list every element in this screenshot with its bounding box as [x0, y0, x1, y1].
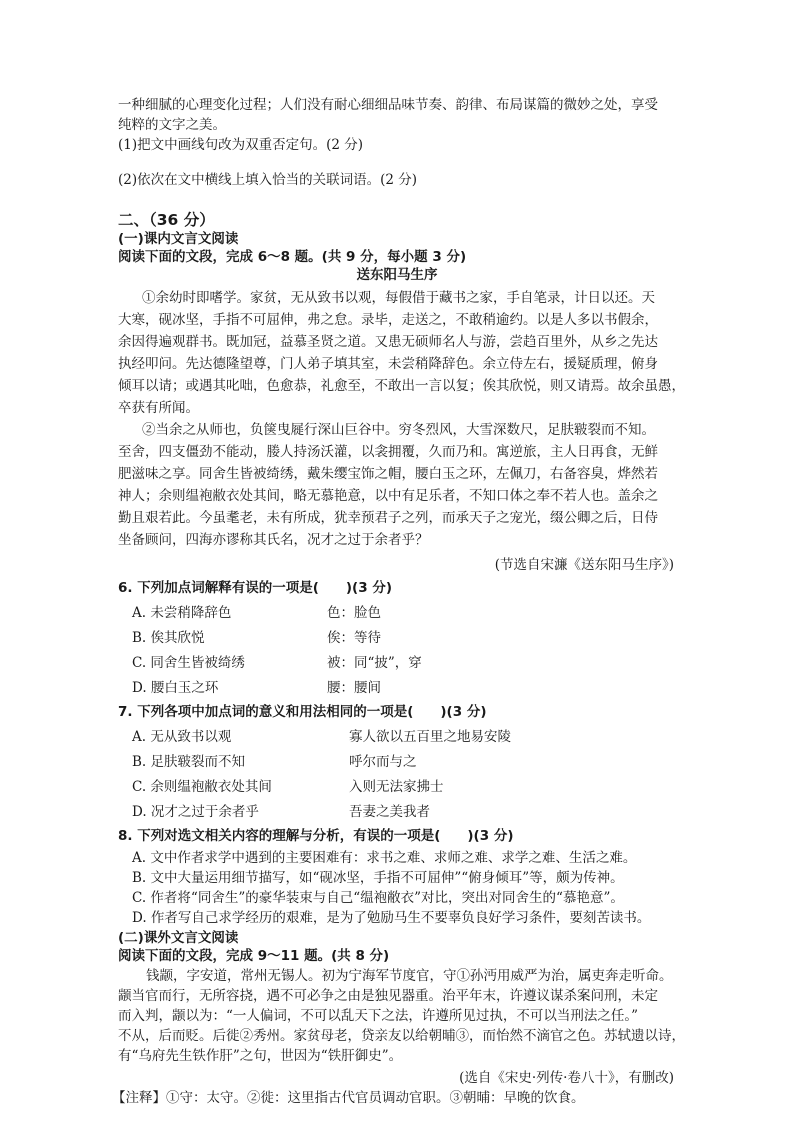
question-6-stem: 6. 下列加点词解释有误的一项是( )(3 分): [118, 580, 392, 596]
q6-option-d-gloss: 腰：腰间: [327, 680, 381, 696]
passage-line: 至舍，四支僵劲不能动，媵人持汤沃灌，以衾拥覆，久而乃和。寓逆旅，主人日再食，无鲜: [118, 444, 658, 460]
q6-option-c: C. 同舍生皆被绮绣: [132, 655, 245, 671]
intro-question-1: (1)把文中画线句改为双重否定句。(2 分): [118, 137, 364, 153]
annotation-notes: 【注释】①守：太守。②徙：这里指古代官员调动官职。③朝晡：早晚的饮食。: [112, 1090, 585, 1106]
passage-line: 余因得遍观群书。既加冠，益慕圣贤之道。又患无硕师名人与游，尝趋百里外，从乡之先达: [118, 334, 658, 350]
q6-option-d: D. 腰白玉之环: [132, 680, 219, 696]
q7-option-d-compare: 吾妻之美我者: [349, 804, 430, 820]
q7-option-c-compare: 入则无法家拂士: [349, 779, 444, 795]
passage2-source: (选自《宋史·列传·卷八十》，有删改): [459, 1070, 674, 1086]
passage-line: 坐备顾问，四海亦谬称其氏名，况才之过于余者乎？: [118, 532, 429, 548]
passage-line: 倾耳以请；或遇其叱咄，色愈恭，礼愈至，不敢出一言以复；俟其欣悦，则又请焉。故余虽愚，: [118, 378, 685, 394]
q7-option-a-compare: 寡人欲以五百里之地易安陵: [349, 729, 511, 745]
q8-option-d: D. 作者写自己求学经历的艰难，是为了勉励马生不要辜负良好学习条件，要刻苦读书。: [132, 910, 651, 926]
intro-question-2: (2)依次在文中横线上填入恰当的关联词语。(2 分): [118, 172, 418, 188]
intro-line-2: 纯粹的文字之美。: [118, 117, 226, 133]
part1-heading: (一)课内文言文阅读: [118, 231, 239, 247]
passage-line: 卒获有所闻。: [118, 400, 199, 416]
q6-option-b: B. 俟其欣悦: [132, 630, 205, 646]
q6-option-c-gloss: 被：同“披”，穿: [327, 655, 422, 671]
passage2-line: 不从，后而贬。后徙②秀州。家贫母老，贷亲友以给朝晡③，而怡然不滴官之色。苏轼遗以诗，: [118, 1028, 685, 1044]
intro-line-1: 一种细腻的心理变化过程；人们没有耐心细细品味节奏、韵律、布局谋篇的微妙之处，享受: [118, 97, 658, 113]
q8-option-b: B. 文中大量运用细节描写，如“砚冰坚，手指不可屈伸”“俯身倾耳”等，颇为传神。: [132, 870, 624, 886]
passage-line: ①余幼时即嗜学。家贫，无从致书以观，每假借于藏书之家，手自笔录，计日以还。天: [142, 290, 655, 306]
question-8-stem: 8. 下列对选文相关内容的理解与分析，有误的一项是( )(3 分): [118, 828, 514, 844]
q6-option-a-gloss: 色：脸色: [327, 605, 381, 621]
q6-option-a: A. 未尝稍降辞色: [132, 605, 232, 621]
passage-line: ②当余之从师也，负箧曳屣行深山巨谷中。穷冬烈风，大雪深数尺，足肤皲裂而不知。: [142, 422, 655, 438]
passage-title: 送东阳马生序: [356, 267, 438, 283]
q7-option-c: C. 余则缊袍敝衣处其间: [132, 779, 272, 795]
question-7-stem: 7. 下列各项中加点词的意义和用法相同的一项是( )(3 分): [118, 704, 487, 720]
q7-option-b: B. 足肤皲裂而不知: [132, 754, 246, 770]
passage-line: 肥滋味之享。同舍生皆被绮绣，戴朱缨宝饰之帽，腰白玉之环，左佩刀，右备容臭，烨然若: [118, 466, 658, 482]
q8-option-c: C. 作者将“同舍生”的豪华装束与自己“缊袍敝衣”对比，突出对同舍生的“慕艳意”。: [132, 890, 624, 906]
passage-line: 神人；余则缊袍敝衣处其间，略无慕艳意，以中有足乐者，不知口体之奉不若人也。盖余之: [118, 488, 658, 504]
passage2-line: 颛当官而行，无所容挠，遇不可必争之由是独见器重。治平年末，许遵议谋杀案问刑，未定: [118, 988, 658, 1004]
passage-line: 大寒，砚冰坚，手指不可屈伸，弗之怠。录毕，走送之，不敢稍逾约。以是人多以书假余，: [118, 312, 658, 328]
passage2-line: 有“乌府先生铁作肝”之句，世因为“铁肝御史”。: [118, 1048, 403, 1064]
passage2-line: 而入判，颛以为：“一人偏词，不可以乱天下之法，许遵所见过执，不可以当刑法之任。”: [118, 1008, 639, 1024]
part2-heading: (二)课外文言文阅读: [118, 930, 239, 946]
q7-option-a: A. 无从致书以观: [132, 729, 232, 745]
q6-option-b-gloss: 俟：等待: [327, 630, 381, 646]
section-title: 二、（36 分）: [118, 211, 215, 229]
part2-instruction: 阅读下面的文段，完成 9～11 题。(共 8 分): [118, 948, 390, 964]
q7-option-b-compare: 呼尔而与之: [349, 754, 417, 770]
part1-instruction: 阅读下面的文段，完成 6～8 题。(共 9 分，每小题 3 分): [118, 249, 467, 265]
passage-line: 勤且艰若此。今虽耄老，未有所成，犹幸预君子之列，而承天子之宠光，缀公卿之后，日侍: [118, 510, 658, 526]
passage-source: (节选自宋濂《送东阳马生序》): [494, 557, 674, 573]
q7-option-d: D. 况才之过于余者乎: [132, 804, 259, 820]
passage2-line: 钱颛，字安道，常州无锡人。初为宁海军节度官，守①孙沔用威严为治，属吏奔走听命。: [146, 968, 673, 984]
q8-option-a: A. 文中作者求学中遇到的主要困难有：求书之难、求师之难、求学之难、生活之难。: [132, 850, 637, 866]
passage-line: 执经叩问。先达德隆望尊，门人弟子填其室，未尝稍降辞色。余立侍左右，援疑质理，俯身: [118, 356, 658, 372]
